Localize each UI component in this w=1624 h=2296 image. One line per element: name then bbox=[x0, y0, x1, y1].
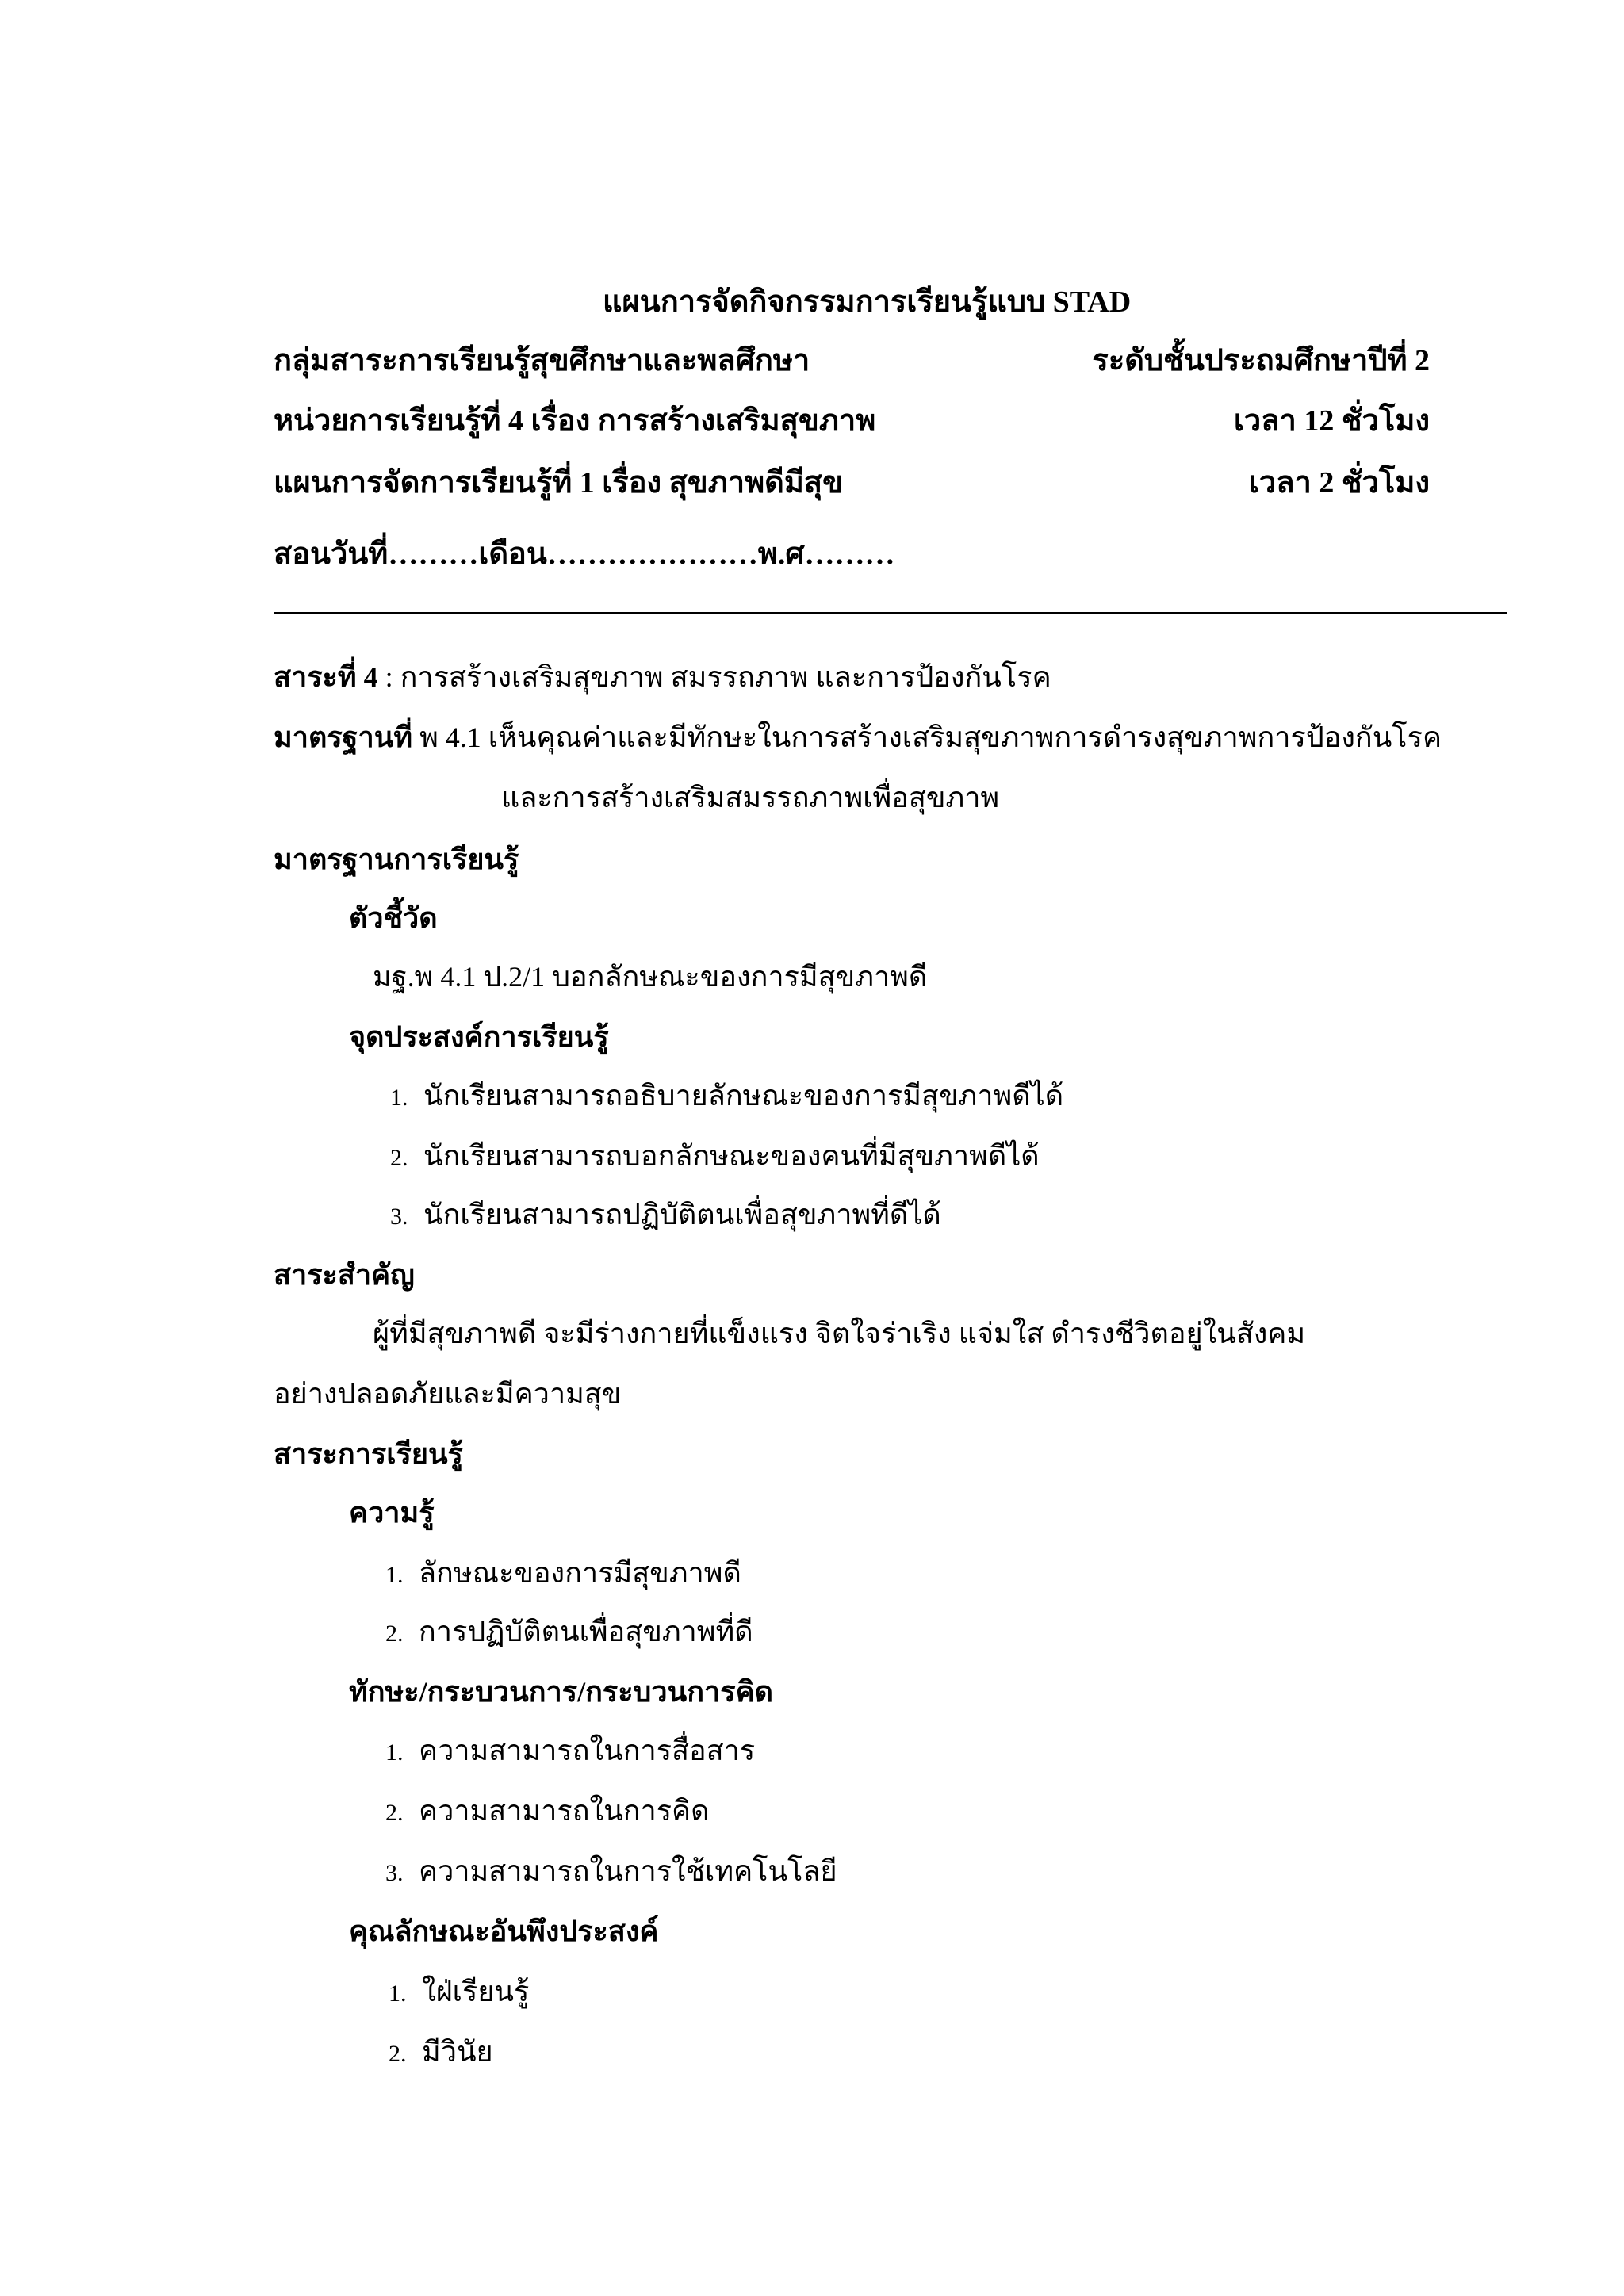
list-number: 1. bbox=[385, 1562, 404, 1588]
standard-text: พ 4.1 เห็นคุณค่าและมีทักษะในการสร้างเสริมสุขภาพการดำรงสุขภาพการป้องกันโรค bbox=[412, 721, 1442, 753]
objective-item bbox=[390, 1081, 1063, 1110]
objective-text: นักเรียนสามารถอธิบายลักษณะของการมีสุขภาพดีได้ bbox=[423, 1080, 1064, 1112]
knowledge-heading: ความรู้ bbox=[349, 1497, 435, 1529]
skill-item bbox=[385, 1736, 755, 1765]
skills-heading: ทักษะ/กระบวนการ/กระบวนการคิด bbox=[349, 1676, 774, 1708]
attributes-heading: คุณลักษณะอันพึงประสงค์ bbox=[349, 1915, 659, 1947]
skill-item bbox=[385, 1857, 837, 1885]
indicator-heading: ตัวชี้วัด bbox=[349, 902, 438, 934]
learning-standard-heading: มาตรฐานการเรียนรู้ bbox=[274, 844, 519, 875]
key-concept-heading: สาระสำคัญ bbox=[274, 1259, 415, 1291]
plan-title: แผนการจัดการเรียนรู้ที่ 1 เรื่อง สุขภาพดีมีสุข bbox=[274, 466, 844, 499]
list-number: 3. bbox=[390, 1203, 408, 1230]
objective-item bbox=[390, 1142, 1040, 1170]
plan-time: เวลา 2 ชั่วโมง bbox=[1248, 466, 1430, 499]
list-number: 3. bbox=[385, 1860, 404, 1886]
horizontal-divider bbox=[274, 612, 1507, 614]
skill-text: ความสามารถในการใช้เทคโนโลยี bbox=[419, 1855, 837, 1887]
objective-text: นักเรียนสามารถปฏิบัติตนเพื่อสุขภาพที่ดีได้ bbox=[423, 1199, 941, 1230]
indicator-text: มฐ.พ 4.1 ป.2/1 บอกลักษณะของการมีสุขภาพดี bbox=[373, 961, 928, 993]
strand-line bbox=[274, 663, 1051, 691]
attribute-item bbox=[389, 1977, 529, 2006]
skill-text: ความสามารถในการสื่อสาร bbox=[419, 1735, 756, 1766]
standard-line bbox=[274, 723, 1442, 752]
list-number: 1. bbox=[389, 1980, 407, 2007]
unit-time: เวลา 12 ชั่วโมง bbox=[1233, 404, 1430, 438]
grade-level: ระดับชั้นประถมศึกษาปีที่ 2 bbox=[1092, 344, 1430, 377]
objective-item bbox=[390, 1200, 941, 1229]
knowledge-item bbox=[385, 1617, 753, 1646]
standard-continuation: และการสร้างเสริมสมรรถภาพเพื่อสุขภาพ bbox=[501, 782, 1000, 813]
list-number: 2. bbox=[390, 1145, 408, 1171]
objective-text: นักเรียนสามารถบอกลักษณะของคนที่มีสุขภาพดีได้ bbox=[423, 1140, 1040, 1172]
attribute-text: มีวินัย bbox=[422, 2036, 493, 2068]
knowledge-item bbox=[385, 1559, 741, 1587]
key-concept-line-2: อย่างปลอดภัยและมีความสุข bbox=[274, 1378, 622, 1410]
list-number: 2. bbox=[385, 1800, 404, 1826]
list-number: 1. bbox=[390, 1085, 408, 1111]
document-title: แผนการจัดกิจกรรมการเรียนรู้แบบ STAD bbox=[603, 285, 1132, 319]
attribute-item bbox=[389, 2038, 493, 2066]
standard-label: มาตรฐานที่ bbox=[274, 721, 413, 753]
subject-group: กลุ่มสาระการเรียนรู้สุขศึกษาและพลศึกษา bbox=[274, 344, 810, 377]
list-number: 2. bbox=[389, 2041, 407, 2067]
knowledge-text: การปฏิบัติตนเพื่อสุขภาพที่ดี bbox=[419, 1616, 753, 1647]
strand-text: : การสร้างเสริมสุขภาพ สมรรถภาพ และการป้องกันโรค bbox=[377, 661, 1051, 693]
teach-date: สอนวันที่………เดือน…………………พ.ศ……… bbox=[274, 538, 895, 571]
strand-label: สาระที่ 4 bbox=[274, 661, 378, 693]
attribute-text: ใฝ่เรียนรู้ bbox=[422, 1976, 530, 2007]
objectives-heading: จุดประสงค์การเรียนรู้ bbox=[349, 1021, 609, 1053]
list-number: 1. bbox=[385, 1739, 404, 1766]
unit-title: หน่วยการเรียนรู้ที่ 4 เรื่อง การสร้างเสริมสุขภาพ bbox=[274, 404, 876, 438]
skill-item bbox=[385, 1797, 710, 1825]
list-number: 2. bbox=[385, 1621, 404, 1647]
knowledge-text: ลักษณะของการมีสุขภาพดี bbox=[419, 1557, 741, 1589]
skill-text: ความสามารถในการคิด bbox=[419, 1795, 710, 1827]
key-concept-line-1: ผู้ที่มีสุขภาพดี จะมีร่างกายที่แข็งแรง จิตใจร่าเริง แจ่มใส ดำรงชีวิตอยู่ในสังคม bbox=[373, 1318, 1306, 1349]
content-heading: สาระการเรียนรู้ bbox=[274, 1438, 463, 1470]
